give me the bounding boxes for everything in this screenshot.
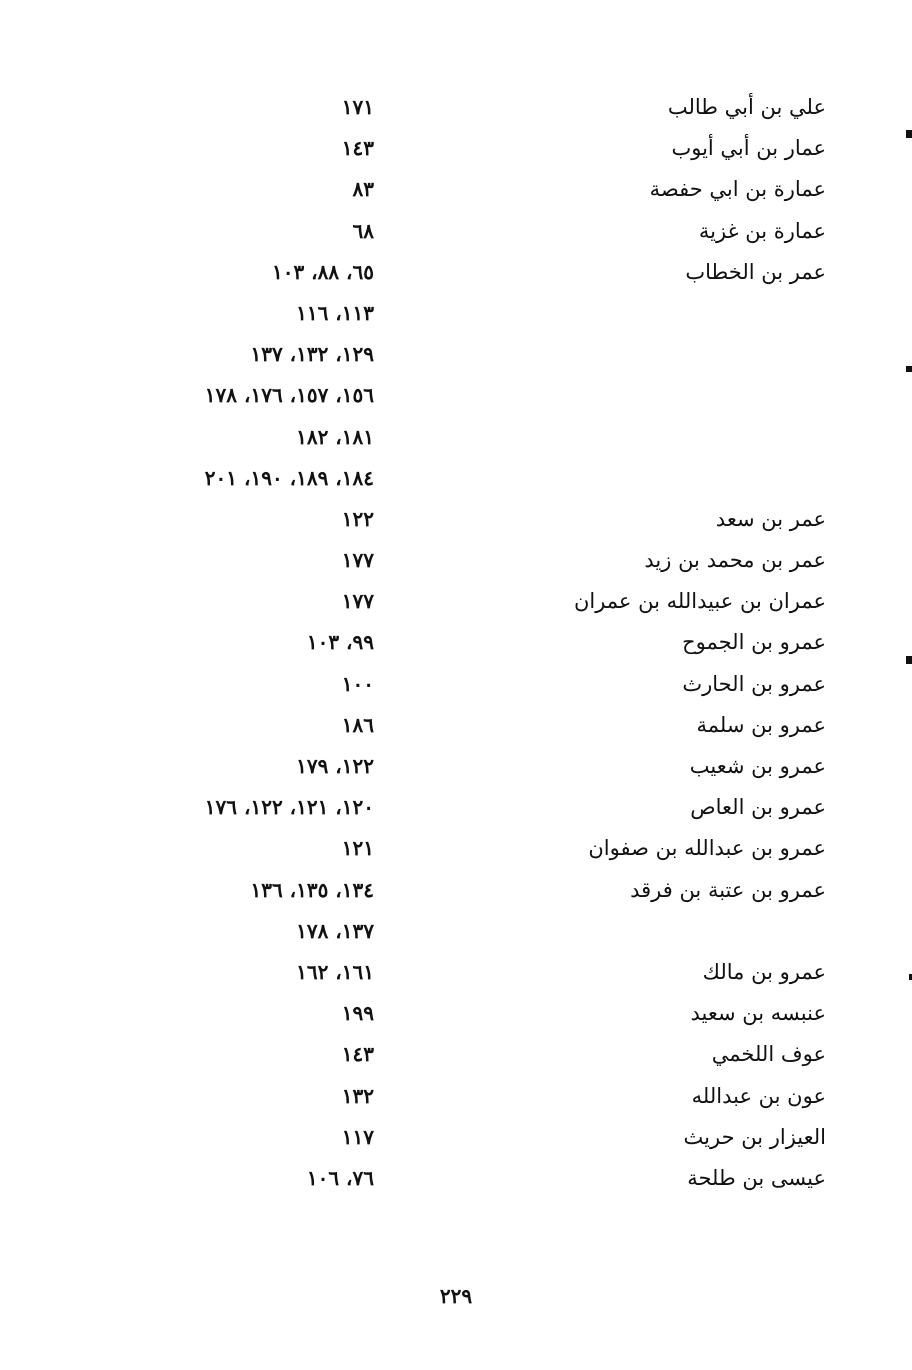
page-number: ٢٢٩: [439, 1284, 473, 1308]
entry-pages: ١٢٢: [341, 506, 374, 531]
index-entry: [0, 1159, 912, 1200]
entry-name: عمرو بن عتبة بن فرقد: [630, 877, 826, 902]
entry-name: عوف اللخمي: [711, 1042, 826, 1067]
entry-pages: ١٠٠: [341, 671, 374, 696]
entry-pages: ١٢٠، ١٢١، ١٢٢، ١٧٦: [204, 795, 374, 820]
entry-pages: ١٣٢: [341, 1083, 374, 1108]
index-entry: [0, 747, 912, 788]
index-entry: [0, 829, 912, 870]
index-entry: [0, 623, 912, 664]
entry-name: عمارة بن غزية: [698, 218, 826, 243]
entry-pages: ٩٩، ١٠٣: [306, 630, 374, 655]
entry-name: عمرو بن سلمة: [696, 712, 826, 737]
entry-name: عمارة بن ابي حفصة: [649, 177, 826, 202]
index-entry: [0, 88, 912, 129]
index-entry-continuation: [0, 294, 912, 335]
entry-name: العيزار بن حريث: [683, 1124, 826, 1149]
index-entry-continuation: [0, 912, 912, 953]
entry-pages: ٦٥، ٨٨، ١٠٣: [271, 259, 374, 284]
index-entry: [0, 253, 912, 294]
entry-name: عنبسه بن سعيد: [690, 1001, 826, 1026]
entry-pages: ١٩٩: [341, 1001, 374, 1026]
index-entry: [0, 1077, 912, 1118]
entry-pages: ٧٦، ١٠٦: [306, 1165, 374, 1190]
entry-name: عمران بن عبيدالله بن عمران: [573, 589, 826, 614]
entry-pages: ١٧٧: [341, 589, 374, 614]
index-entry: [0, 871, 912, 912]
entry-name: عمر بن الخطاب: [685, 259, 826, 284]
index-entries: [0, 88, 912, 1200]
index-entry: [0, 500, 912, 541]
entry-pages: ١٨١، ١٨٢: [296, 424, 374, 449]
entry-name: عيسى بن طلحة: [687, 1165, 826, 1190]
entry-pages: ١٢٩، ١٣٢، ١٣٧: [250, 342, 374, 367]
entry-name: عمرو بن الجموح: [682, 630, 826, 655]
index-entry: [0, 212, 912, 253]
entry-pages: ١٧٧: [341, 548, 374, 573]
index-entry: [0, 541, 912, 582]
entry-pages: ١٤٣: [341, 1042, 374, 1067]
index-entry-continuation: [0, 335, 912, 376]
entry-pages: ١٢١: [341, 836, 374, 861]
entry-name: عمرو بن شعيب: [689, 754, 826, 778]
entry-name: عمار بن أبي أيوب: [671, 136, 826, 161]
index-entry: [0, 706, 912, 747]
entry-name: عمرو بن العاص: [690, 795, 826, 820]
entry-name: عمر بن محمد بن زيد: [644, 548, 826, 573]
entry-pages: ٦٨: [352, 218, 374, 243]
index-entry: [0, 170, 912, 211]
entry-pages: ١٤٣: [341, 136, 374, 161]
index-entry: [0, 665, 912, 706]
entry-pages: ١١٣، ١١٦: [296, 300, 374, 325]
entry-name: عمرو بن الحارث: [682, 671, 826, 696]
index-entry-continuation: [0, 376, 912, 417]
entry-pages: ١٦١، ١٦٢: [296, 959, 374, 984]
entry-pages: ١٨٤، ١٨٩، ١٩٠، ٢٠١: [204, 465, 374, 490]
index-entry: [0, 1035, 912, 1076]
entry-pages: ١٧١: [341, 95, 374, 119]
index-entry-continuation: [0, 459, 912, 500]
index-entry: [0, 788, 912, 829]
index-entry: [0, 582, 912, 623]
index-entry-continuation: [0, 418, 912, 459]
entry-pages: ١٣٧، ١٧٨: [296, 918, 374, 943]
entry-name: عون بن عبدالله: [691, 1083, 826, 1108]
entry-pages: ١١٧: [341, 1124, 374, 1149]
index-entry: [0, 129, 912, 170]
index-entry: [0, 1118, 912, 1159]
entry-pages: ١٣٤، ١٣٥، ١٣٦: [250, 877, 374, 902]
entry-pages: ١٢٢، ١٧٩: [296, 754, 374, 778]
index-entry: [0, 994, 912, 1035]
entry-pages: ١٨٦: [341, 712, 374, 737]
entry-name: عمرو بن عبدالله بن صفوان: [588, 836, 826, 861]
entry-name: عمرو بن مالك: [702, 959, 826, 984]
entry-name: علي بن أبي طالب: [667, 95, 826, 119]
entry-name: عمر بن سعد: [715, 506, 826, 531]
entry-pages: ٨٣: [352, 177, 374, 202]
index-entry: [0, 953, 912, 994]
entry-pages: ١٥٦، ١٥٧، ١٧٦، ١٧٨: [204, 383, 374, 408]
